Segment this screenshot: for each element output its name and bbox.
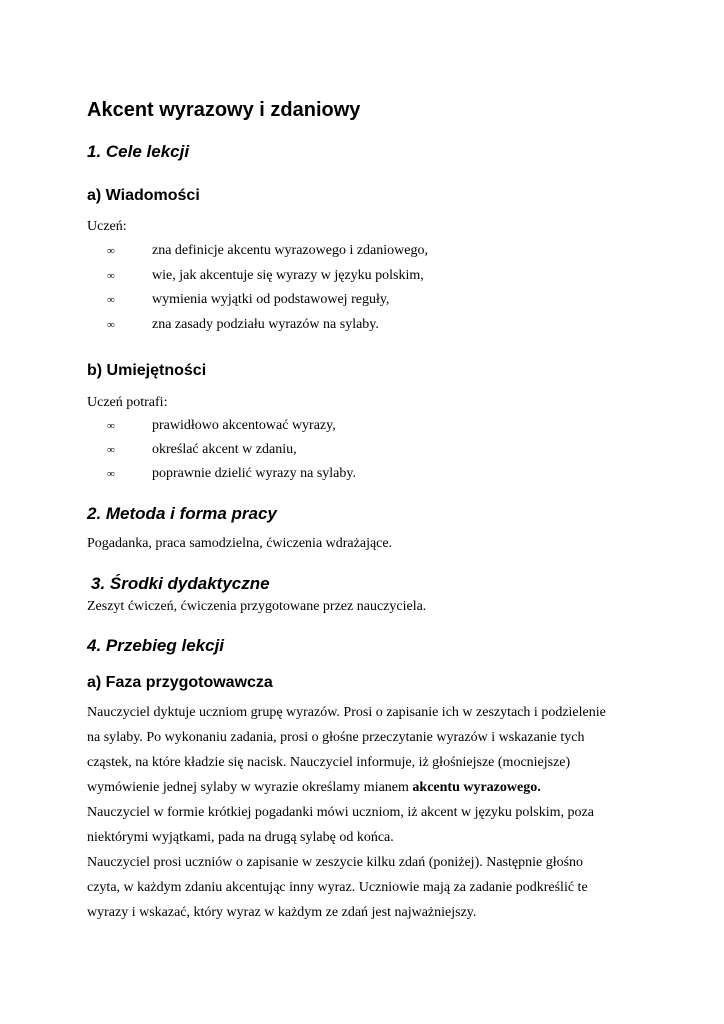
subsection-4a-heading: a) Faza przygotowawcza xyxy=(87,674,273,691)
paragraph-line: niektórymi wyjątkami, pada na drugą sylabę od końca. xyxy=(87,830,394,845)
subsection-b-intro: Uczeń potrafi: xyxy=(87,395,168,410)
subsection-a-heading: a) Wiadomości xyxy=(87,187,200,204)
paragraph-line: na sylaby. Po wykonaniu zadania, prosi o głośne przeczytanie wyrazów i wskazanie tych xyxy=(87,730,585,745)
list-item: ∞ zna definicje akcentu wyrazowego i zdaniowego, xyxy=(107,243,428,258)
section-2-text: Pogadanka, praca samodzielna, ćwiczenia wdrażające. xyxy=(87,536,393,551)
bullet-icon: ∞ xyxy=(107,444,115,456)
bullet-icon: ∞ xyxy=(107,294,115,306)
subsection-b-heading: b) Umiejętności xyxy=(87,362,207,379)
section-4-heading: 4. Przebieg lekcji xyxy=(87,636,225,655)
section-2-heading: 2. Metoda i forma pracy xyxy=(87,504,277,523)
list-item: ∞ prawidłowo akcentować wyrazy, xyxy=(107,418,336,433)
paragraph-line: wyrazy i wskazać, który wyraz w każdym ze zdań jest najważniejszy. xyxy=(87,905,477,920)
paragraph-line: wymówienie jednej sylaby w wyrazie określamy mianem akcentu wyrazowego. xyxy=(87,780,541,795)
paragraph-line: Nauczyciel w formie krótkiej pogadanki mówi uczniom, iż akcent w języku polskim, poza xyxy=(87,805,594,820)
list-item: ∞ wie, jak akcentuje się wyrazy w języku polskim, xyxy=(107,268,424,283)
section-1-heading: 1. Cele lekcji xyxy=(87,142,190,161)
paragraph-line: czyta, w każdym zdaniu akcentując inny wyraz. Uczniowie mają za zadanie podkreślić te xyxy=(87,880,588,895)
bullet-icon: ∞ xyxy=(107,319,115,331)
list-item: ∞ wymienia wyjątki od podstawowej reguły, xyxy=(107,292,390,307)
bullet-icon: ∞ xyxy=(107,468,115,480)
bold-term: akcentu wyrazowego. xyxy=(412,780,541,795)
section-3-text: Zeszyt ćwiczeń, ćwiczenia przygotowane przez nauczyciela. xyxy=(87,599,427,614)
list-item: ∞ określać akcent w zdaniu, xyxy=(107,442,297,457)
bullet-icon: ∞ xyxy=(107,420,115,432)
paragraph-line: Nauczyciel prosi uczniów o zapisanie w zeszycie kilku zdań (poniżej). Następnie głośno xyxy=(87,855,584,870)
paragraph-line: Nauczyciel dyktuje uczniom grupę wyrazów. Prosi o zapisanie ich w zeszytach i podzielenie xyxy=(87,705,606,720)
subsection-a-intro: Uczeń: xyxy=(87,219,127,234)
section-3-heading: 3. Środki dydaktyczne xyxy=(91,574,270,593)
list-item: ∞ poprawnie dzielić wyrazy na sylaby. xyxy=(107,466,356,481)
bullet-icon: ∞ xyxy=(107,270,115,282)
section-4a-paragraph xyxy=(87,700,647,925)
document-title: Akcent wyrazowy i zdaniowy xyxy=(87,99,361,121)
list-item: ∞ zna zasady podziału wyrazów na sylaby. xyxy=(107,317,379,332)
bullet-icon: ∞ xyxy=(107,245,115,257)
paragraph-line: cząstek, na które kładzie się nacisk. Nauczyciel informuje, iż głośniejsze (mocniejsze) xyxy=(87,755,571,770)
